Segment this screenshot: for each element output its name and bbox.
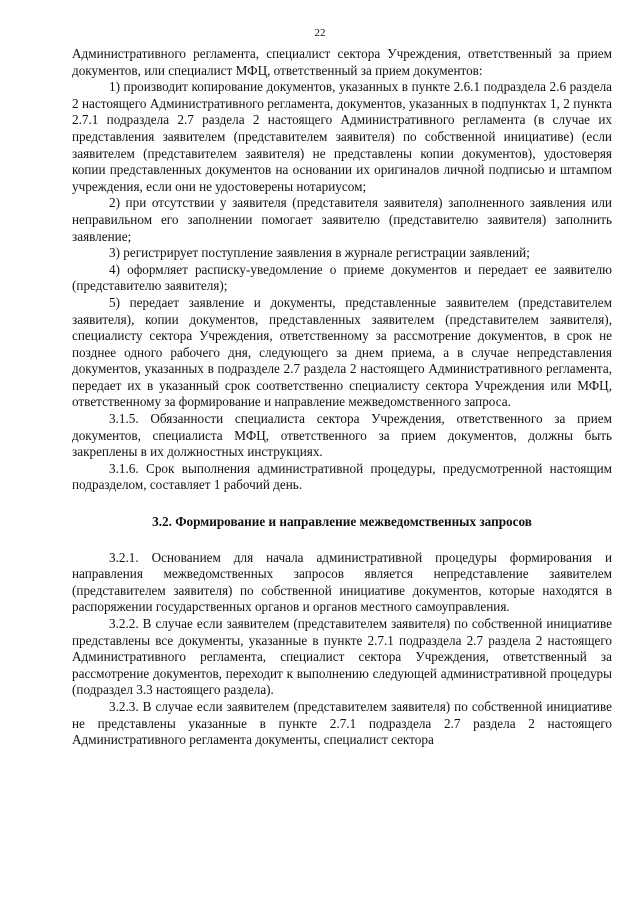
document-body bbox=[72, 46, 612, 749]
paragraph-3-2-3: 3.2.3. В случае если заявителем (представителем заявителя) по собственной инициативе не представлены указанные в пункте 2.7.1 подраздела 2.7 раздела 2 настоящего Административного регламента документы, специалист сектора bbox=[72, 698, 612, 748]
list-item-2: 2) при отсутствии у заявителя (представителя заявителя) заполненного заявления или неправильном его заполнении помогает заявителю (представителю заявителя) заполнить заявление; bbox=[72, 195, 612, 244]
list-item-5: 5) передает заявление и документы, представленные заявителем (представителем заявителя), копии документов, представленных заявителем (представителем заявителя), специалисту сектора Учреждения, ответственному за рассмотрение документов, в срок не позднее одного рабочего дня, следующего за днем приема, а в случае непредставления документов, указанных в подразделе 2.7 раздела 2 настоящего Административного регламента, передает их в указанный срок соответственно специалисту сектора Учреждения или МФЦ, ответственному за формирование и направление межведомственного запроса. bbox=[72, 294, 612, 410]
paragraph-3-2-2: 3.2.2. В случае если заявителем (представителем заявителя) по собственной инициативе представлены все документы, указанные в пункте 2.7.1 подраздела 2.7 раздела 2 настоящего Административного регламента, специалист сектора Учреждения, ответственный за рассмотрение документов, переходит к выполнению следующей административной процедуры (подраздел 3.3 настоящего раздела). bbox=[72, 616, 612, 698]
list-item-1: 1) производит копирование документов, указанных в пункте 2.6.1 подраздела 2.6 раздела 2 настоящего Административного регламента, документов, указанных в подпунктах 1, 2 пункта 2.7.1 подраздела 2.7 раздела 2 настоящего Административного регламента (в случае их представления заявителем (представителем заявителя) по собственной инициативе) (если заявителем (представителем заявителя) не представлены копии документов), удостоверяя копии представленных документов на основании их оригиналов личной подписью и штампом учреждения, если они не удостоверены нотариусом; bbox=[72, 79, 612, 194]
list-item-4: 4) оформляет расписку-уведомление о приеме документов и передает ее заявителю (представителю заявителя); bbox=[72, 261, 612, 294]
page-number: 22 bbox=[314, 27, 326, 39]
paragraph-intro: Административного регламента, специалист сектора Учреждения, ответственный за прием документов, или специалист МФЦ, ответственный за прием документов: bbox=[72, 46, 612, 78]
paragraph-3-2-1: 3.2.1. Основанием для начала административной процедуры формирования и направления межведомственных запросов является непредставление заявителем (представителем заявителя) по собственной инициативе документов, которые находятся в распоряжении государственных органов и органов местного самоуправления. bbox=[72, 549, 612, 615]
paragraph-3-1-6: 3.1.6. Срок выполнения административной процедуры, предусмотренной настоящим подразделом, составляет 1 рабочий день. bbox=[72, 460, 612, 493]
paragraph-3-1-5: 3.1.5. Обязанности специалиста сектора Учреждения, ответственного за прием документов, специалиста МФЦ, ответственного за прием документов, должны быть закреплены в их должностных инструкциях. bbox=[72, 411, 612, 460]
section-heading-3-2: 3.2. Формирование и направление межведомственных запросов bbox=[152, 514, 532, 530]
list-item-3: 3) регистрирует поступление заявления в журнале регистрации заявлений; bbox=[109, 245, 530, 261]
